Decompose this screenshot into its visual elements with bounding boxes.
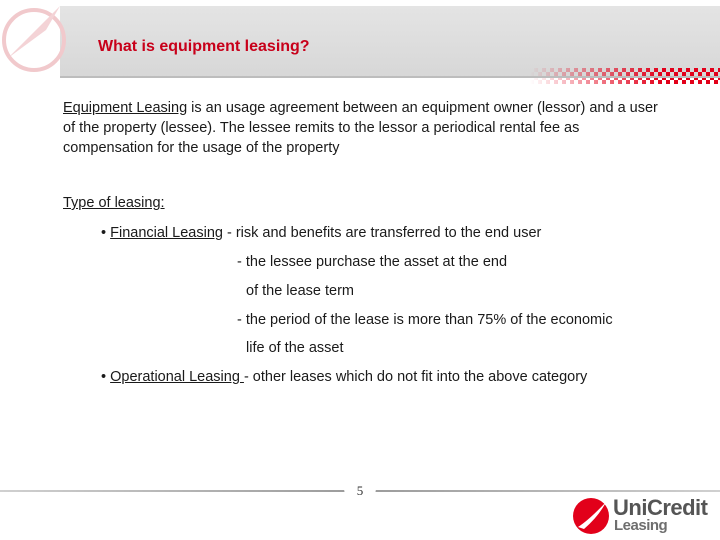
financial-leasing-term: Financial Leasing (110, 225, 223, 241)
definition-paragraph (63, 98, 663, 158)
bullet-marker: • (101, 225, 111, 241)
definition-term: Equipment Leasing (63, 100, 188, 116)
operational-leasing-text: - other leases which do not fit into the above category (243, 369, 588, 385)
financial-detail-3: - the period of the lease is more than 75% of the economic (237, 312, 613, 328)
checker-pattern (530, 68, 720, 84)
type-of-leasing-label: Type of leasing: (63, 195, 165, 211)
financial-leasing-text: - risk and benefits are transferred to the end user (222, 225, 542, 241)
financial-detail-2: of the lease term (246, 283, 354, 299)
logo-brand-bottom: Leasing (614, 517, 668, 534)
logo-brand-top: UniCredit (613, 495, 708, 520)
bullet-marker: • (101, 369, 111, 385)
unicredit-leasing-logo (572, 494, 712, 538)
operational-leasing-bullet (101, 369, 587, 385)
definition-text: is an usage agreement between an equipment owner (lessor) and a user of the property (lessee). The lessee remits to the lessor a periodical rental fee as compensation for the usage of the property (63, 100, 658, 156)
page-number: 5 (344, 478, 376, 504)
slide-title: What is equipment leasing? (98, 38, 310, 55)
unicredit-logo-icon (572, 496, 612, 536)
operational-leasing-term: Operational Leasing (110, 369, 244, 385)
financial-detail-4: life of the asset (246, 340, 344, 356)
financial-detail-1: - the lessee purchase the asset at the end (237, 254, 508, 270)
header-ring-icon (0, 0, 96, 96)
slide-header (0, 0, 720, 80)
financial-leasing-bullet (101, 225, 541, 241)
